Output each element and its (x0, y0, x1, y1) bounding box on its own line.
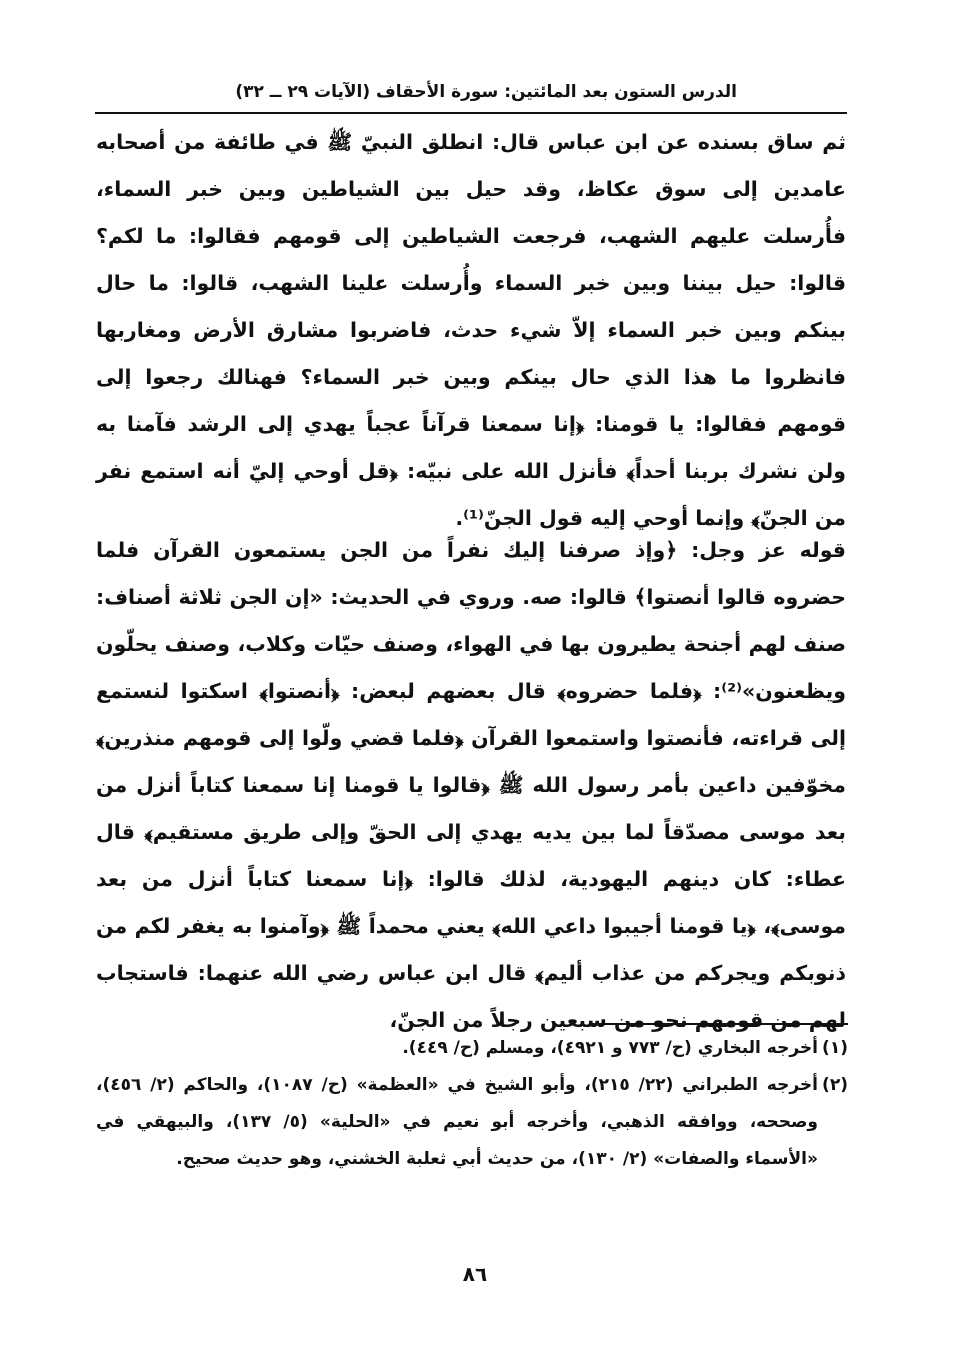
footnote-text: أخرجه الطبراني (٢٢/ ٢١٥)، وأبو الشيخ في «العظمة» (ح/ ١٠٨٧)، والحاكم (٢/ ٤٥٦)، وصححه، ووافقه الذهبي، وأخرجه أبو نعيم في «الحلية» (٥/ ١٣٧)، والبيهقي في «الأسماء والصفات» (٢/ ١٣٠)، من حديث أبي ثعلبة الخشني، وهو حديث صحيح. (96, 1075, 818, 1169)
footnote-text: أخرجه البخاري (ح/ ٧٧٣ و ٤٩٢١)، ومسلم (ح/ ٤٤٩). (402, 1038, 818, 1058)
footnotes (96, 1030, 848, 1178)
running-header: الدرس الستون بعد المائتين: سورة الأحقاف (الآيات ٢٩ ــ ٣٢) (235, 82, 737, 102)
page-number: ٨٦ (462, 1262, 488, 1286)
paragraph-text: ثم ساق بسنده عن ابن عباس قال: انطلق النبيّ ﷺ في طائفة من أصحابه عامدين إلى سوق عكاظ، وقد حيل بين الشياطين وبين خبر السماء، فأُرسلت عليهم الشهب، فرجعت الشياطين إلى قومهم فقالوا: ما لكم؟ قالوا: حيل بيننا وبين خبر السماء وأُرسلت علينا الشهب، قالوا: ما حال بينكم وبين خبر السماء إلاّ شيء حدث، فاضربوا مشارق الأرض ومغاربها فانظروا ما هذا الذي حال بينكم وبين خبر السماء؟ فهنالك رجعوا إلى قومهم فقالوا: يا قومنا: ﴿إنا سمعنا قرآناً عجباً يهدي إلى الرشد فآمنا به ولن نشرك بربنا أحداً﴾ فأنزل الله على نبيّه: ﴿قل أوحي إليّ أنه استمع نفر من الجنّ﴾ وإنما أوحي إليه قول الجنّ⁽¹⁾. (96, 130, 846, 530)
footnote-2 (96, 1067, 848, 1178)
body-paragraph-1 (96, 119, 846, 542)
footnote-number: (٢) (822, 1075, 848, 1095)
footnote-number: (١) (822, 1038, 848, 1058)
header-divider (95, 112, 847, 114)
footnote-divider (592, 1023, 848, 1025)
paragraph-text: قوله عز وجل: ﴿وإذ صرفنا إليك نفراً من الجن يستمعون القرآن فلما حضروه قالوا أنصتوا﴾ قالوا: صه. وروي في الحديث: «إن الجن ثلاثة أصناف: صنف لهم أجنحة يطيرون بها في الهواء، وصنف حيّات وكلاب، وصنف يحلّون ويظعنون»⁽²⁾: ﴿فلما حضروه﴾ قال بعضهم لبعض: ﴿أنصتوا﴾ اسكتوا لنستمع إلى قراءته، فأنصتوا واستمعوا القرآن ﴿فلما قضي ولّوا إلى قومهم منذرين﴾ مخوّفين داعين بأمر رسول الله ﷺ ﴿قالوا يا قومنا إنا سمعنا كتاباً أنزل من بعد موسى مصدّقاً لما بين يديه يهدي إلى الحقّ وإلى طريق مستقيم﴾ قال عطاء: كان دينهم اليهودية، لذلك قالوا: ﴿إنا سمعنا كتاباً أنزل من بعد موسى﴾، ﴿يا قومنا أجيبوا داعي الله﴾ يعني محمداً ﷺ ﴿وآمنوا به يغفر لكم من ذنوبكم ويجركم من عذاب أليم﴾ قال ابن عباس رضي الله عنهما: فاستجاب لهم من قومهم نحو من سبعين رجلاً من الجنّ، (96, 538, 846, 1032)
footnote-1 (96, 1030, 848, 1067)
body-paragraph-2 (96, 527, 846, 1044)
